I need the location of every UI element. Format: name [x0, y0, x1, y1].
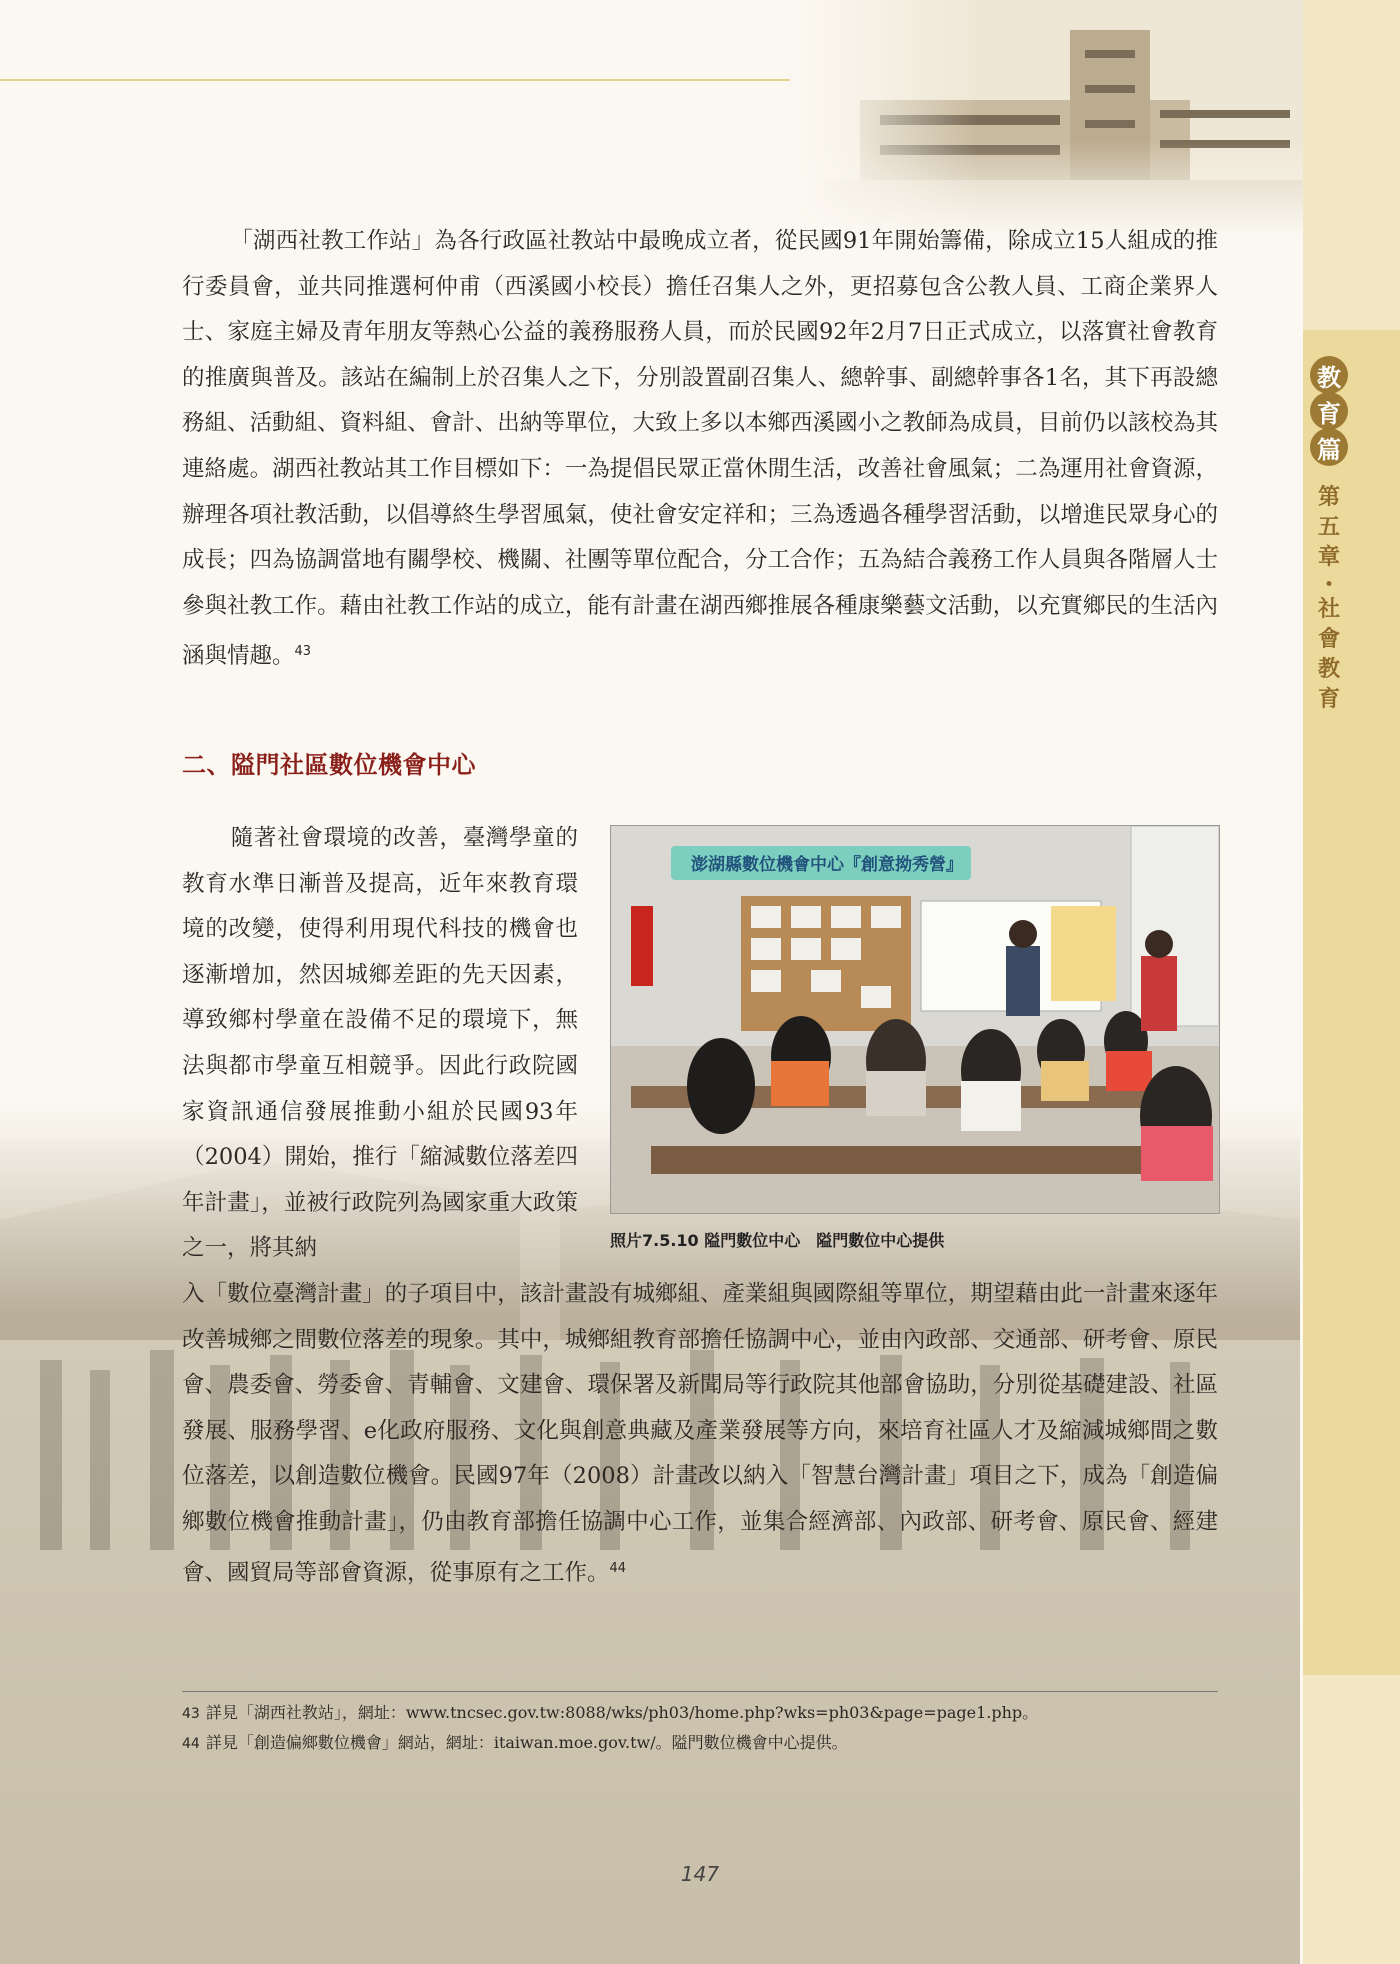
paragraph-3	[182, 1272, 1218, 1596]
note-ref-43[interactable]: 43	[294, 644, 312, 660]
chapter-char-7: 教	[1317, 657, 1340, 682]
footnote-44	[182, 1732, 1218, 1755]
paragraph-1-text: 「湖西社教工作站」為各行政區社教站中最晚成立者，從民國91年開始籌備，除成立15人組成的推行委員會，並共同推選柯仲甫（西溪國小校長）擔任召集人之外，更招募包含公教人員、工商企業界人士、家庭主婦及青年朋友等熱心公益的義務服務人員，而於民國92年2月7日正式成立，以落實社會教育的推廣與普及。該站在編制上於召集人之下，分別設置副召集人、總幹事、副總幹事各1名，其下再設總務組、活動組、資料組、會計、出納等單位，大致上多以本鄉西溪國小之教師為成員，目前仍以該校為其連絡處。湖西社教站其工作目標如下：一為提倡民眾正當休閒生活，改善社會風氣；二為運用社會資源，辦理各項社教活動，以倡導終生學習風氣，使社會安定祥和；三為透過各種學習活動，以增進民眾身心的成長；四為協調當地有關學校、機關、社團等單位配合，分工合作；五為結合義務工作人員與各階層人士參與社教工作。藉由社教工作站的成立，能有計畫在湖西鄉推展各種康樂藝文活動，以充實鄉民的生活內涵與情趣。	[182, 228, 1218, 670]
photo-caption: 照片7.5.10 隘門數位中心 隘門數位中心提供	[610, 1231, 945, 1250]
section-char-1: 教	[1310, 356, 1348, 394]
photo-banner-text: 澎湖縣數位機會中心『創意拗秀營』	[691, 855, 963, 875]
chapter-char-6: 會	[1317, 627, 1340, 652]
paragraph-1	[182, 219, 1218, 680]
footnote-43-number: 43	[182, 1706, 200, 1722]
chapter-char-1: 第	[1317, 485, 1340, 510]
section-char-3: 篇	[1310, 428, 1348, 466]
paragraph-3-text: 入「數位臺灣計畫」的子項目中，該計畫設有城鄉組、產業組與國際組等單位，期望藉由此一計畫來逐年改善城鄉之間數位落差的現象。其中，城鄉組教育部擔任協調中心，並由內政部、交通部、研考會、原民會、農委會、勞委會、青輔會、文建會、環保署及新聞局等行政院其他部會協助，分別從基礎建設、社區發展、服務學習、e化政府服務、文化與創意典藏及產業發展等方向，來培育社區人才及縮減城鄉間之數位落差，以創造數位機會。民國97年（2008）計畫改以納入「智慧台灣計畫」項目之下，成為「創造偏鄉數位機會推動計畫」，仍由教育部擔任協調中心工作，並集合經濟部、內政部、研考會、原民會、經建會、國貿局等部會資源，從事原有之工作。	[182, 1281, 1218, 1586]
section-heading: 二、隘門社區數位機會中心	[182, 751, 476, 779]
footnote-rule	[182, 1691, 1218, 1692]
chapter-char-8: 育	[1317, 687, 1340, 712]
paragraph-2-text: 隨著社會環境的改善，臺灣學童的教育水準日漸普及提高，近年來教育環境的改變，使得利用現代科技的機會也逐漸增加，然因城鄉差距的先天因素，導致鄉村學童在設備不足的環境下，無法與都市學童互相競爭。因此行政院國家資訊通信發展推動小組於民國93年（2004）開始，推行「縮減數位落差四年計畫」，並被行政院列為國家重大政策之一，將其納	[182, 825, 578, 1262]
footnote-43-text: 詳見「湖西社教站」，網址：www.tncsec.gov.tw:8088/wks/ph03/home.php?wks=ph03&page=page1.php。	[205, 1703, 1039, 1722]
note-ref-44[interactable]: 44	[609, 1560, 627, 1576]
page-number: 147	[680, 1862, 720, 1886]
footnote-44-text: 詳見「創造偏鄉數位機會」網站，網址：itaiwan.moe.gov.tw/。隘門數位機會中心提供。	[205, 1733, 848, 1752]
school-building-image	[800, 0, 1305, 235]
section-char-2: 育	[1310, 392, 1348, 430]
paragraph-2	[182, 816, 578, 1272]
classroom-photo	[610, 825, 1220, 1214]
chapter-char-3: 章	[1317, 545, 1340, 570]
footnote-44-number: 44	[182, 1736, 200, 1752]
chapter-char-5: 社	[1317, 597, 1340, 622]
chapter-char-2: 五	[1317, 515, 1340, 540]
footnote-43	[182, 1702, 1218, 1725]
header-rule	[0, 79, 790, 81]
chapter-char-4: ・	[1317, 573, 1340, 598]
